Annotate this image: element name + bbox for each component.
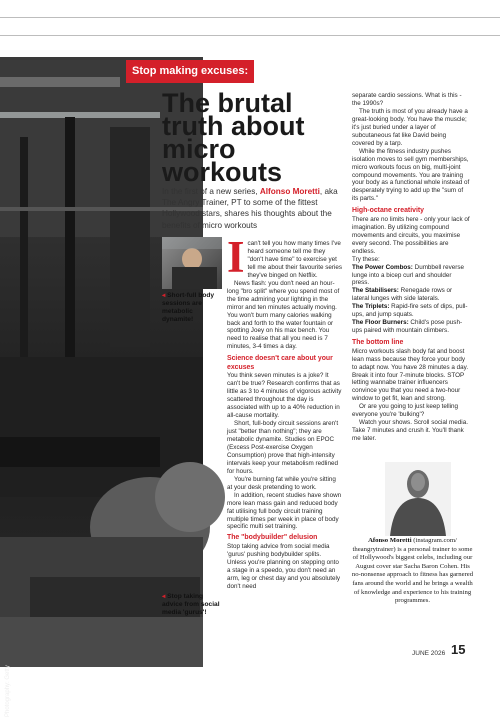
subhead-bottom-line: The bottom line — [352, 339, 404, 347]
author-bio: Afonso Moretti (instagram.com/ theangrytrainer) is a personal trainer to some of Hollywood's biggest celebs, including our August cover star Sacha Baron Cohen. His no-nonsense approach to fitness has garnered fans around the world and he brings a wealth of knowledge and experience to his training programmes. — [351, 537, 474, 605]
photo-credit: Photography: Getty — [5, 665, 11, 717]
kicker-banner: Stop making excuses: — [126, 60, 254, 83]
headline: The brutal truth about micro workouts — [162, 88, 305, 187]
photo-caption: ◂ Stop taking advice from social media 'gurus'! — [162, 593, 220, 616]
author-name: Alfonso Moretti — [259, 187, 320, 196]
caption-arrow-icon: ◂ — [162, 292, 168, 299]
subhead-bodybuilder: The "bodybuilder" delusion — [227, 534, 318, 542]
standfirst: In the first of a new series, Alfonso Moretti, aka The Angry Trainer, PT to some of the fittest Hollywood stars, shares his thoughts about the benefits of micro workouts — [162, 187, 338, 230]
caption-arrow-icon: ◂ — [162, 593, 168, 600]
issue-date: JUNE 2026 — [412, 650, 446, 657]
header-rule-top — [0, 17, 500, 18]
column-1: Ican't tell you how many times I've heard someone tell me they "don't have time" to exercise yet tell me about their favourite series they've binged on Netflix. News flash: you don't need an hour-long "bro split" where you spend most of the time admiring your lighting in the mirror and ten minutes actually moving. You won't burn many calories walking back and forth to the water fountain or spotting Joey on his max bench. You need to realise that all you need is 7 minutes, 3-4 times a day. Science doesn't care about your excuses You think seven minutes is a joke? It can't be true? Research confirms that as little as 3 to 4 minutes of vigorous activity scattered throughout the day is associated with up to a 40% reduction in all-cause mortality. Short, full-body circuit sessions aren't just "better than nothing"; they are metabolic dynamite. Studies on EPOC (Excess Post-exercise Oxygen Consumption) prove that high-intensity intervals keep your metabolism redlined for hours. You're burning fat while you're sitting at your desk pretending to work. In addition, recent studies have shown more lean mass gain and reduced body fat utilising full body circuit training multiple times per week in place of body specific multi set training. The "bodybuilder" delusion Stop taking advice from social media 'gurus' pushing bodybuilder splits. Unless you're planning on stepping onto a stage in a speedo, you don't need an arm, leg or chest day and you absolutely don't need — [227, 232, 343, 590]
workout-inset-photo — [162, 237, 222, 289]
column-2: separate cardio sessions. What is this - the 1990s? The truth is most of you already have a great-looking body. You have the muscle; it's just buried under a layer of subcutaneous fat like David being covered by a tarp. While the fitness industry pushes isolation moves to sell gym memberships, micro workouts focus on big, multi-joint compound movements. You are training your body as a functional whole instead of desperately trying to add up the "sum of its parts." High-octane creativity There are no limits here - only your lack of imagination. By utilizing compound movements and circuits, you maximise every second. The possibilities are endless. Try these: The Power Combos: Dumbbell reverse lunge into a bicep curl and shoulder press. The Stabilisers: Renegade rows or lateral lunges with side laterals. The Triplets: Rapid-fire sets of dips, pull-ups, and jump squats. The Floor Burners: Child's pose push-ups paired with mountain climbers. The bottom line Micro workouts slash body fat and boost lean mass because they force your body to adapt now. You have 28 minutes a day. Break it into four 7-minute blocks. STOP letting wannabe trainer influencers convince you that you need a two-hour window to get fit, lean and strong. Or are you going to just keep telling everyone you're 'bulking'? Watch your shows. Scroll social media. Take 7 minutes and crush it. You'll thank me later. — [352, 92, 470, 443]
header-rule-bottom — [0, 35, 500, 36]
author-portrait — [385, 462, 451, 536]
subhead-creativity: High-octane creativity — [352, 207, 424, 215]
dropcap: I — [227, 232, 245, 282]
inset-caption: ◂ Short-full body sessions are metabolic dynamite! — [162, 292, 215, 323]
subhead-science: Science doesn't care about your excuses — [227, 355, 333, 371]
page-number: 15 — [451, 642, 466, 657]
